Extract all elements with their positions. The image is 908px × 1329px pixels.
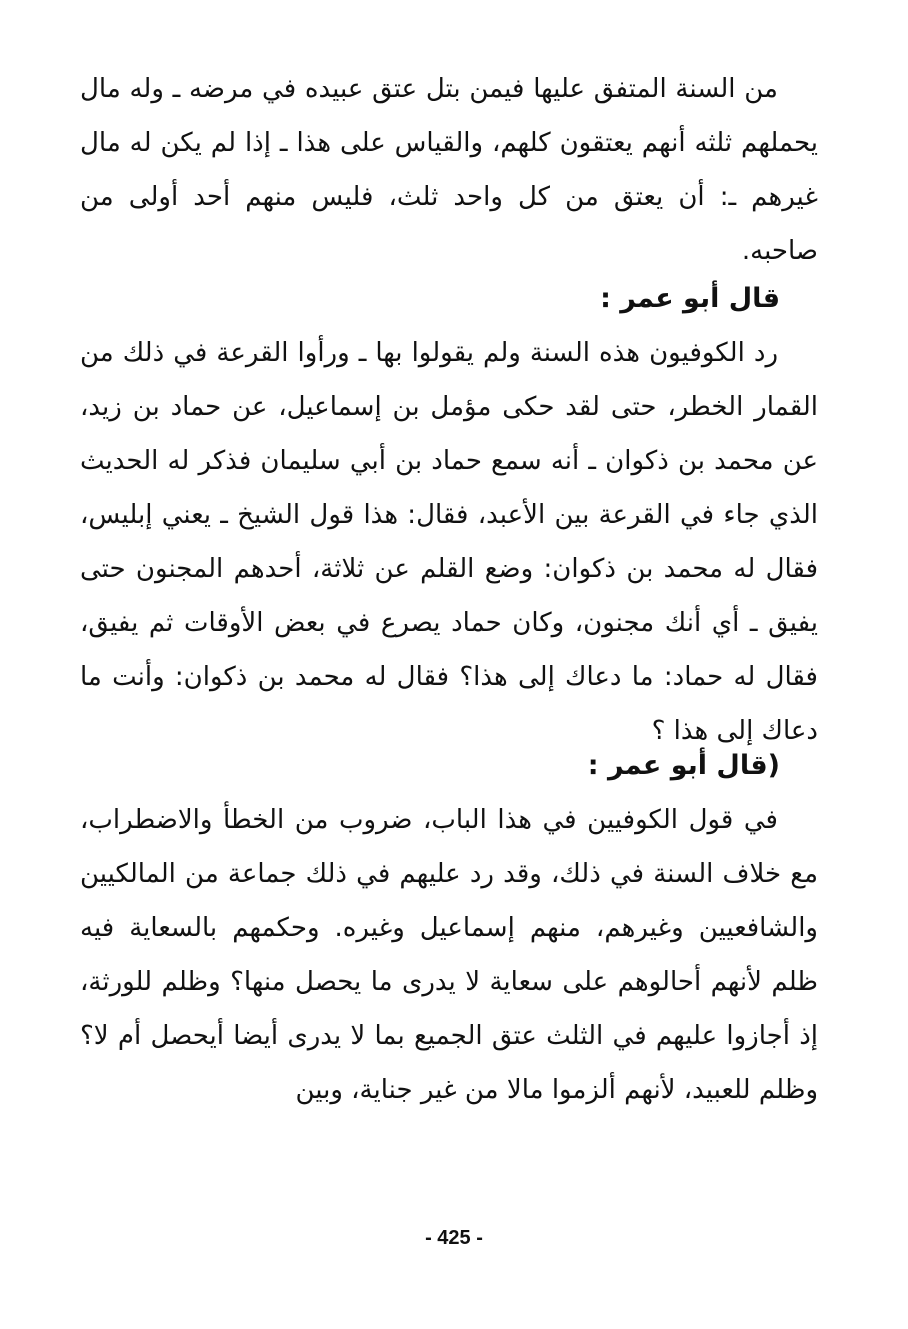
paragraph-3-text: في قول الكوفيين في هذا الباب، ضروب من الخطأ والاضطراب، مع خلاف السنة في ذلك، وقد رد عليهم في ذلك جماعة من المالكيين والشافعيين وغيرهم، منهم إسماعيل وغيره. وحكمهم بالسعاية فيه ظلم لأنهم أحالوهم على سعاية لا يدرى ما يحصل منها؟ وظلم للورثة، إذ أجازوا عليهم في الثلث عتق الجميع بما لا يدرى أيضا أيحصل أم لا؟ وظلم للعبيد، لأنهم ألزموا مالا من غير جناية، وبين bbox=[80, 805, 818, 1105]
paragraph-1-text: من السنة المتفق عليها فيمن بتل عتق عبيده في مرضه ـ وله مال يحملهم ثلثه أنهم يعتقون كلهم، والقياس على هذا ـ إذا لم يكن له مال غيرهم ـ: أن يعتق من كل واحد ثلث، فليس منهم أحد أولى من صاحبه. bbox=[80, 74, 818, 266]
paragraph-2 bbox=[80, 326, 818, 758]
paragraph-3 bbox=[80, 793, 818, 1117]
paragraph-1 bbox=[80, 62, 818, 278]
heading-qala-abu-umar-1: قال أبو عمر : bbox=[600, 283, 780, 314]
page-number: - 425 - bbox=[425, 1227, 483, 1249]
paragraph-2-text: رد الكوفيون هذه السنة ولم يقولوا بها ـ ورأوا القرعة في ذلك من القمار الخطر، حتى لقد حكى مؤمل بن إسماعيل، عن حماد بن زيد، عن محمد بن ذكوان ـ أنه سمع حماد بن أبي سليمان فذكر له الحديث الذي جاء في القرعة بين الأعبد، فقال: هذا قول الشيخ ـ يعني إبليس، فقال له محمد بن ذكوان: وضع القلم عن ثلاثة، أحدهم المجنون حتى يفيق ـ أي أنك مجنون، وكان حماد يصرع في بعض الأوقات ثم يفيق، فقال له حماد: ما دعاك إلى هذا؟ فقال له محمد بن ذكوان: وأنت ما دعاك إلى هذا ؟ bbox=[80, 338, 818, 746]
heading-qala-abu-umar-2: (قال أبو عمر : bbox=[587, 750, 780, 781]
